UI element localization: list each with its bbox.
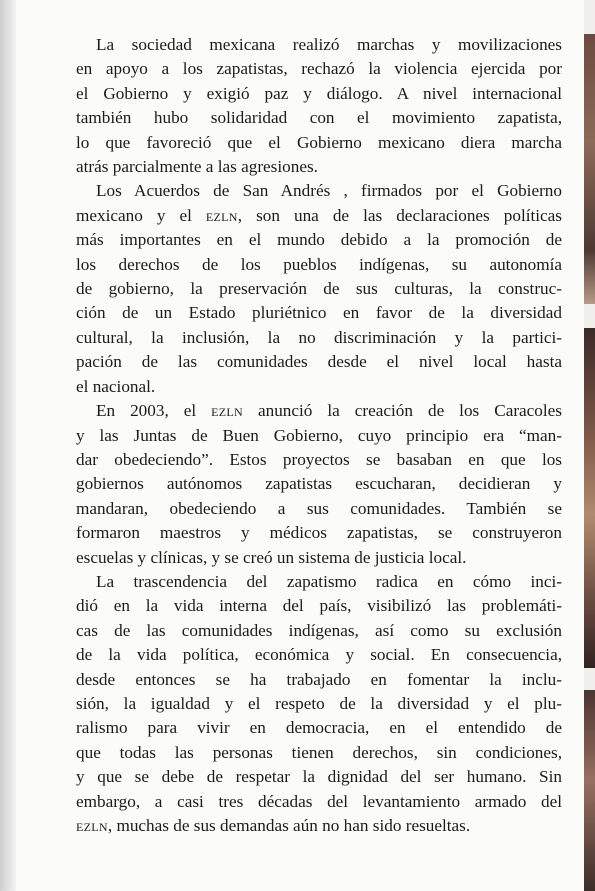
text-line: y que se debe de respetar la dignidad del ser humano. Sin [76, 767, 562, 787]
photo-fragment-middle [584, 328, 595, 668]
text-line: y las Juntas de Buen Gobierno, cuyo principio era “man- [76, 425, 562, 445]
paragraph [56, 179, 562, 399]
text-line: atrás parcialmente a las agresiones. [76, 157, 318, 177]
body-text [56, 33, 562, 838]
text-line: dió en la vida interna del país, visibilizó las problemáti- [76, 596, 562, 616]
text-line: cultural, la inclusión, la no discriminación y la partici- [76, 327, 562, 347]
text-line: En 2003, el ezln anunció la creación de los Caracoles [96, 401, 562, 421]
text-line: cas de las comunidades indígenas, así como su exclusión [76, 620, 562, 640]
paragraph [56, 570, 562, 838]
text-line: sión, la igualdad y el respeto de la diversidad y el plu- [76, 693, 562, 713]
text-line: los derechos de los pueblos indígenas, su autonomía [76, 254, 562, 274]
adjacent-photo-edge [584, 0, 595, 891]
text-line: La sociedad mexicana realizó marchas y movilizaciones [96, 35, 562, 54]
text-line: ción de un Estado pluriétnico en favor de la diversidad [76, 303, 562, 323]
text-line: embargo, a casi tres décadas del levantamiento armado del [76, 791, 562, 811]
text-line: también hubo solidaridad con el movimiento zapatista, [76, 108, 562, 128]
text-line: que todas las personas tienen derechos, sin condiciones, [76, 742, 562, 762]
text-line: lo que favoreció que el Gobierno mexicano diera marcha [76, 132, 562, 152]
text-line: más importantes en el mundo debido a la promoción de [76, 230, 562, 250]
text-line: de gobierno, la preservación de sus culturas, la construc- [76, 279, 562, 299]
text-line: Los Acuerdos de San Andrés , firmados por el Gobierno [96, 181, 562, 201]
text-line: La trascendencia del zapatismo radica en cómo inci- [96, 571, 562, 591]
page-gutter-shadow [0, 0, 16, 891]
paragraph [56, 33, 562, 179]
text-line: ezln, muchas de sus demandas aún no han sido resueltas. [76, 816, 471, 835]
text-line: desde entonces se ha trabajado en fomentar la inclu- [76, 669, 562, 689]
text-line: ralismo para vivir en democracia, en el entendido de [76, 718, 562, 738]
book-page [16, 0, 584, 891]
text-line: mandaran, obedeciendo a sus comunidades. También se [76, 498, 562, 518]
text-line: formaron maestros y médicos zapatistas, se construyeron [76, 523, 562, 543]
paragraph [56, 399, 562, 570]
text-line: dar obedeciendo”. Estos proyectos se basaban en que los [76, 449, 562, 469]
text-line: de la vida política, económica y social. En consecuencia, [76, 645, 562, 665]
photo-fragment-top [584, 34, 595, 304]
text-line: mexicano y el ezln, son una de las declaraciones políticas [76, 205, 562, 225]
text-line: gobiernos autónomos zapatistas escucharan, decidieran y [76, 474, 562, 494]
text-line: en apoyo a los zapatistas, rechazó la violencia ejercida por [76, 59, 562, 79]
photo-fragment-bottom [584, 690, 595, 891]
text-line: pación de las comunidades desde el nivel local hasta [76, 352, 562, 372]
text-line: escuelas y clínicas, y se creó un sistema de justicia local. [76, 547, 467, 567]
text-line: el nacional. [76, 376, 156, 396]
text-line: el Gobierno y exigió paz y diálogo. A nivel internacional [76, 83, 562, 103]
